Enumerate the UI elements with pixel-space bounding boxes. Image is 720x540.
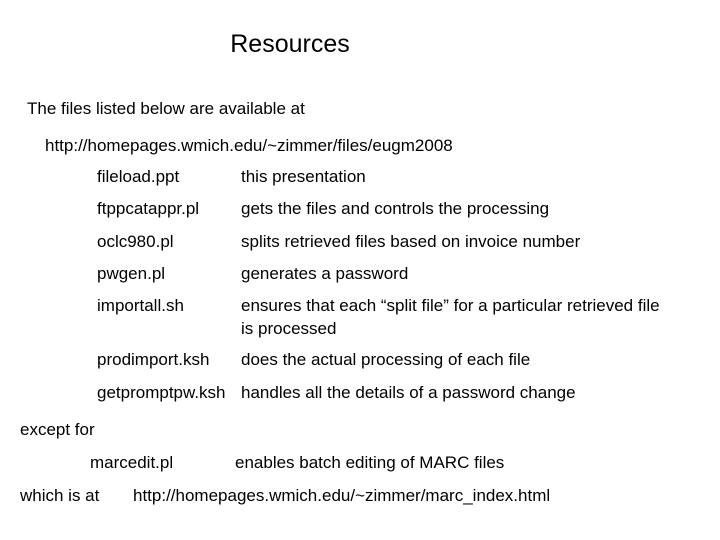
file-name: importall.sh	[97, 296, 184, 315]
marcedit-description: enables batch editing of MARC files	[235, 453, 505, 472]
file-name: pwgen.pl	[97, 264, 166, 283]
file-description: gets the files and controls the processing	[241, 199, 550, 218]
file-description: splits retrieved files based on invoice number	[241, 232, 581, 251]
marcedit-name: marcedit.pl	[90, 453, 174, 472]
file-description: ensures that each “split file” for a particular retrieved file is processed	[241, 296, 660, 338]
file-description: handles all the details of a password change	[241, 383, 576, 402]
file-name: prodimport.ksh	[97, 350, 210, 369]
which-label: which is at	[20, 486, 100, 505]
file-name: fileload.ppt	[97, 167, 180, 186]
file-description: generates a password	[241, 264, 409, 283]
intro-text: The files listed below are available at	[27, 99, 305, 118]
page-title: Resources	[230, 30, 350, 58]
marc-url: http://homepages.wmich.edu/~zimmer/marc_index.html	[133, 486, 551, 505]
file-description: does the actual processing of each file	[241, 350, 531, 369]
except-label: except for	[20, 420, 95, 439]
file-name: ftppcatappr.pl	[97, 199, 200, 218]
files-url: http://homepages.wmich.edu/~zimmer/files/eugm2008	[45, 136, 453, 155]
file-name: oclc980.pl	[97, 232, 174, 251]
file-description: this presentation	[241, 167, 366, 186]
file-name: getpromptpw.ksh	[97, 383, 226, 402]
